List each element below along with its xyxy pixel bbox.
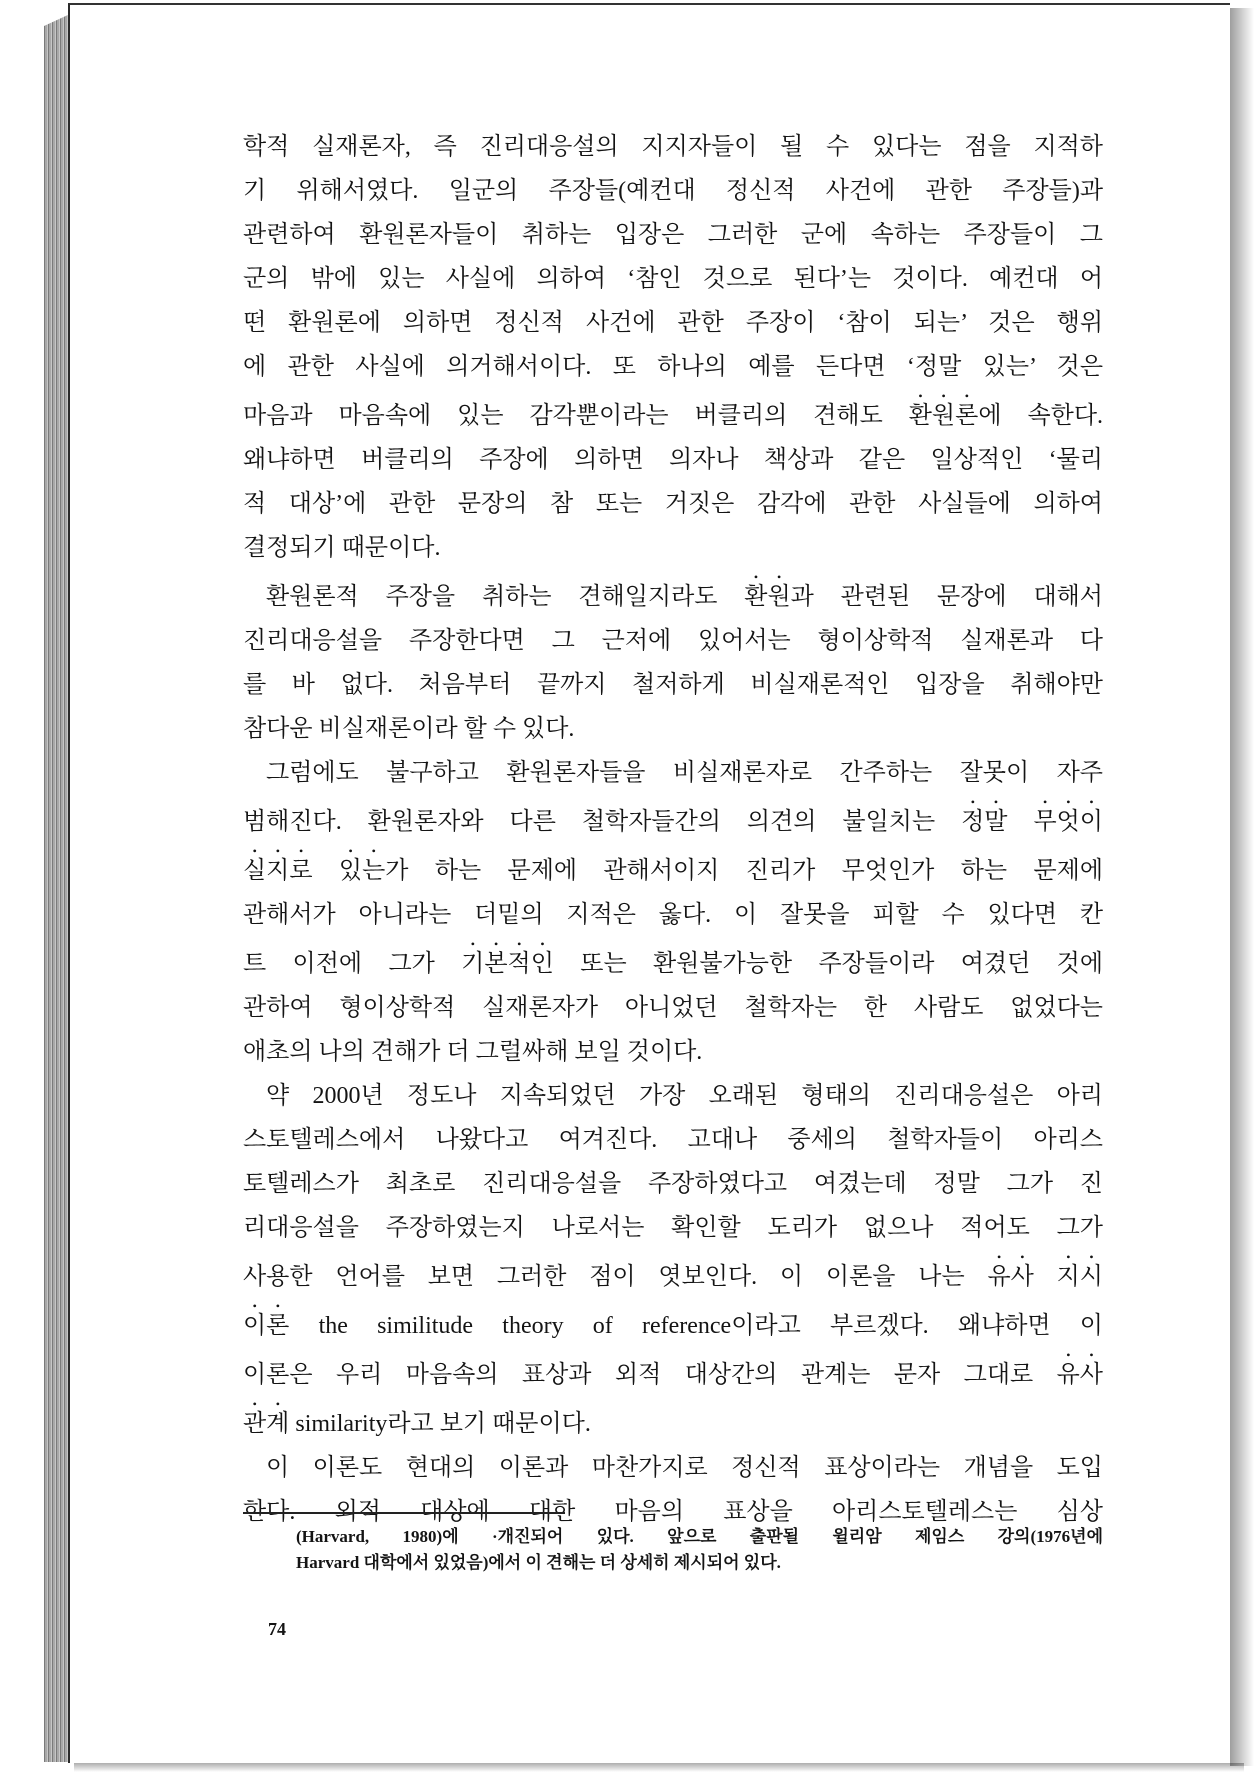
text-line: 왜냐하면 버클리의 주장에 의하면 의자나 책상과 같은 일상적인 ‘물리 [243, 447, 1103, 473]
emphasized-text: 유사 지시 [987, 1264, 1103, 1290]
text-segment: 과 관련된 문장에 대해서 [790, 584, 1103, 610]
text-line [243, 937, 1103, 986]
text-line: 에 관한 사실에 의거해서이다. 또 하나의 예를 든다면 ‘정말 있는’ 것은 [243, 354, 1103, 380]
text-line: 토텔레스가 최초로 진리대응설을 주장하였다고 여겼는데 정말 그가 진 [243, 1171, 1103, 1197]
text-segment: 사용한 언어를 보면 그러한 점이 엿보인다. 이 이론을 나는 [243, 1264, 988, 1290]
text-line: 기 위해서였다. 일군의 주장들(예컨대 정신적 사건에 관한 주장들)과 [243, 178, 1103, 204]
emphasized-text: 환원론 [908, 403, 979, 429]
page-number: 74 [268, 1619, 286, 1639]
text-segment: 범해진다. 환원론자와 다른 철학자들간의 의견의 불일치는 [243, 809, 962, 835]
text-line: 참다운 비실재론이라 할 수 있다. [243, 716, 575, 742]
text-segment: the similitude theory of reference이라고 부르겠다. 왜냐하면 이 [289, 1313, 1103, 1339]
text-segment: 마음과 마음속에 있는 감각뿐이라는 버클리의 견해도 [243, 403, 909, 429]
emphasized-text: 관계 [243, 1411, 290, 1437]
text-segment: 환원론적 주장을 취하는 견해일지라도 [266, 584, 745, 610]
paragraph [243, 570, 1103, 751]
text-line: 적 대상’에 관한 문장의 참 또는 거짓은 감각에 관한 사실들에 의하여 [243, 491, 1103, 517]
text-line [243, 389, 1103, 438]
text-line: 리대응설을 주장하였는지 나로서는 확인할 도리가 없으나 적어도 그가 [243, 1215, 1103, 1241]
text-line: 약 2000년 정도나 지속되었던 가장 오래된 형태의 진리대응설은 아리 [266, 1083, 1103, 1109]
footnote-line: (Harvard, 1980)에 ·개진되어 있다. 앞으로 출판될 윌리암 제임스 강의(1976년에 [296, 1527, 1103, 1546]
emphasized-text: 실지로 있는 [243, 858, 386, 884]
body-text [243, 125, 1103, 1534]
text-line: 스토텔레스에서 나왔다고 여겨진다. 고대나 중세의 철학자들이 아리스 [243, 1127, 1103, 1153]
paragraph [243, 751, 1103, 1074]
text-line: 를 바 없다. 처음부터 끝까지 철저하게 비실재론적인 입장을 취해야만 [243, 672, 1103, 698]
text-line [243, 795, 1103, 844]
text-line: 그럼에도 불구하고 환원론자들을 비실재론자로 간주하는 잘못이 자주 [266, 760, 1103, 786]
text-line: 결정되기 때문이다. [243, 535, 441, 561]
text-line: 한다. 외적 대상에 대한 마음의 표상을 아리스토텔레스는 심상 [243, 1499, 1103, 1525]
paragraph [243, 125, 1103, 570]
page-shadow-right [1230, 8, 1254, 1766]
text-segment: 가 하는 문제에 관해서이지 진리가 무엇인가 하는 문제에 [385, 858, 1103, 884]
text-line [243, 1299, 1103, 1348]
text-segment: similarity라고 보기 때문이다. [289, 1411, 591, 1437]
text-line: 떤 환원론에 의하면 정신적 사건에 관한 주장이 ‘참이 되는’ 것은 행위 [243, 310, 1103, 336]
text-segment: 트 이전에 그가 [243, 951, 462, 977]
paragraph [243, 1074, 1103, 1446]
book-page-edge [44, 14, 70, 1762]
footnote [296, 1524, 1103, 1576]
text-line: 군의 밖에 있는 사실에 의하여 ‘참인 것으로 된다’는 것이다. 예컨대 어 [243, 266, 1103, 292]
text-line: 학적 실재론자, 즉 진리대응설의 지지자들이 될 수 있다는 점을 지적하 [243, 134, 1103, 160]
footnote-rule [243, 1512, 565, 1514]
book-page [68, 3, 1230, 1763]
paragraph [243, 1446, 1103, 1534]
text-line: 관해서가 아니라는 더밑의 지적은 옳다. 이 잘못을 피할 수 있다면 칸 [243, 902, 1103, 928]
text-line: 관하여 형이상학적 실재론자가 아니었던 철학자는 한 사람도 없었다는 [243, 995, 1103, 1021]
emphasized-text: 정말 무엇이 [961, 809, 1103, 835]
text-segment: 에 속한다. [978, 403, 1103, 429]
footnote-line: Harvard 대학에서 있었음)에서 이 견해는 더 상세히 제시되어 있다. [296, 1553, 781, 1572]
text-line: 관련하여 환원론자들이 취하는 입장은 그러한 군에 속하는 주장들이 그 [243, 222, 1103, 248]
text-line: 애초의 나의 견해가 더 그럴싸해 보일 것이다. [243, 1039, 703, 1065]
page-shadow-bottom [74, 1763, 1244, 1772]
emphasized-text: 기본적인 [461, 951, 554, 977]
text-line [243, 570, 1103, 619]
text-line [243, 844, 1103, 893]
text-line [243, 1397, 1103, 1446]
emphasized-text: 유사 [1056, 1362, 1103, 1388]
emphasized-text: 이론 [243, 1313, 290, 1339]
text-segment: 또는 환원불가능한 주장들이라 여겼던 것에 [553, 951, 1104, 977]
text-line: 진리대응설을 주장한다면 그 근저에 있어서는 형이상학적 실재론과 다 [243, 628, 1103, 654]
emphasized-text: 환원 [744, 584, 791, 610]
text-line [243, 1348, 1103, 1397]
text-line [243, 1250, 1103, 1299]
text-segment: 이론은 우리 마음속의 표상과 외적 대상간의 관계는 문자 그대로 [243, 1362, 1057, 1388]
text-line: 이 이론도 현대의 이론과 마찬가지로 정신적 표상이라는 개념을 도입 [266, 1455, 1103, 1481]
